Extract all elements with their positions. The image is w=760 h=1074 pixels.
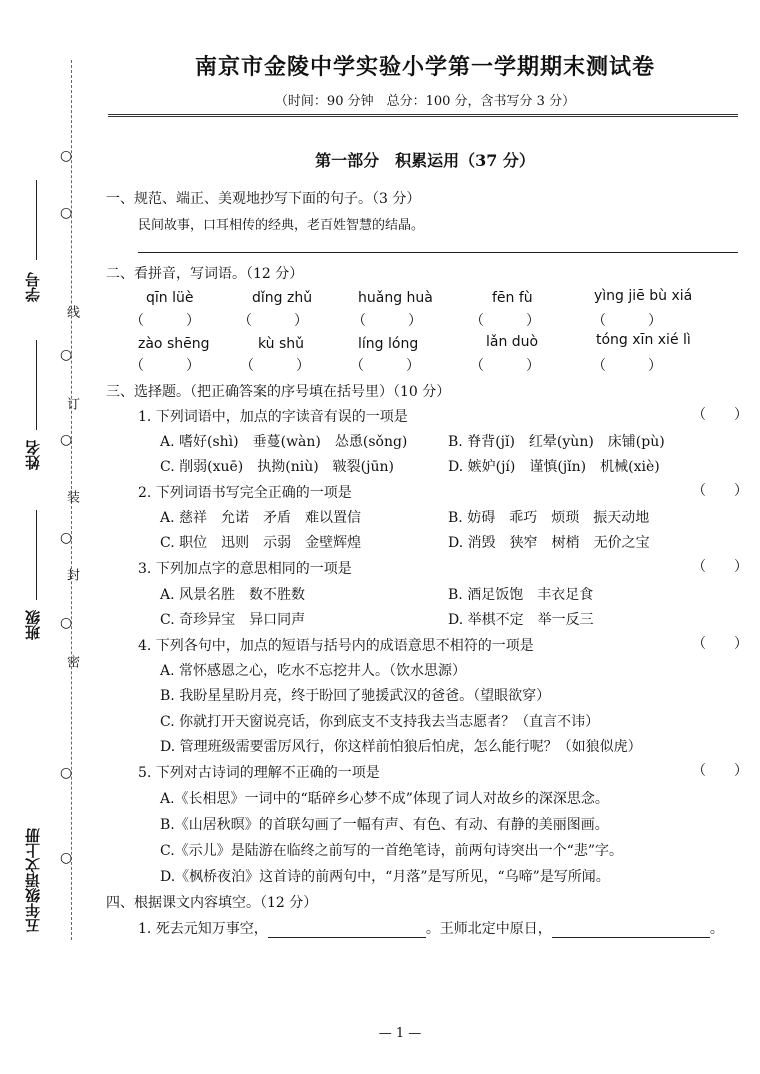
pinyin-9: lǎn duò: [486, 334, 539, 350]
copy-sentence: 民间故事，口耳相传的经典，老百姓智慧的结晶。: [138, 218, 425, 233]
q3-option-c: C. 奇珍异宝 异口同声: [160, 612, 306, 628]
seal-ding-char: 订: [64, 397, 79, 410]
seal-mi-char: 密: [64, 655, 79, 668]
q5-option-b: B.《山居秋暝》的首联勾画了一幅有声、有色、有动、有静的美丽图画。: [160, 817, 609, 833]
q1-stem: 1. 下列词语中，加点的字读音有误的一项是: [138, 409, 408, 425]
q4-option-d: D. 管理班级需要雷厉风行，你这样前怕狼后怕虎，怎么能行呢？（如狼似虎）: [160, 739, 642, 755]
q4-stem: 4. 下列各句中，加点的短语与括号内的成语意思不相符的一项是: [138, 638, 534, 654]
blank-answer-1[interactable]: [268, 923, 426, 938]
answer-box[interactable]: （ ）: [470, 358, 540, 374]
margin-circle: ○: [60, 148, 73, 164]
seal-zhuang-char: 装: [64, 490, 79, 503]
answer-box[interactable]: （ ）: [130, 358, 200, 374]
page-number: — 1 —: [378, 1026, 422, 1041]
q4-option-b: B. 我盼星星盼月亮，终于盼回了驰援武汉的爸爸。（望眼欲穿）: [160, 688, 551, 704]
q4-option-c: C. 你就打开天窗说亮话，你到底支不支持我去当志愿者？（直言不讳）: [160, 714, 600, 730]
q4-answer-box[interactable]: （ ）: [692, 636, 748, 652]
book-label: 五年级语文上册: [24, 828, 42, 933]
q2-option-c: C. 职位 迅则 示弱 金壁辉煌: [160, 535, 362, 551]
q2-option-a: A. 慈祥 允诺 矛盾 难以置信: [160, 510, 362, 526]
q3-answer-box[interactable]: （ ）: [692, 559, 748, 575]
blank-answer-2[interactable]: [552, 923, 710, 938]
section4-heading: 四、根据课文内容填空。（12 分）: [106, 895, 318, 911]
q4-option-a: A. 常怀感恩之心，吃水不忘挖井人。（饮水思源）: [160, 663, 467, 679]
answer-box[interactable]: （ ）: [470, 313, 540, 329]
exam-subtitle: （时间：90 分钟 总分：100 分，含书写分 3 分）: [274, 94, 576, 109]
q1-answer-box[interactable]: （ ）: [692, 407, 748, 423]
answer-box[interactable]: （ ）: [592, 358, 662, 374]
name-line: [36, 340, 37, 430]
q3-option-a: A. 风景名胜 数不胜数: [160, 587, 306, 603]
pinyin-3: huǎng huà: [358, 290, 433, 306]
seal-feng-char: 封: [64, 568, 79, 581]
q3-stem: 3. 下列加点字的意思相同的一项是: [138, 561, 352, 577]
part-title: 第一部分 积累运用（37 分）: [315, 151, 535, 170]
q2-option-d: D. 消毁 狭窄 树梢 无价之宝: [448, 535, 650, 551]
pinyin-10: tóng xīn xié lì: [596, 332, 691, 348]
fill-text-b: 。王师北定中原日，: [425, 921, 552, 937]
q1-option-b: B. 脊背(jǐ) 红晕(yùn) 床铺(pù): [448, 434, 665, 450]
answer-box[interactable]: （ ）: [352, 313, 422, 329]
answer-box[interactable]: （ ）: [350, 358, 420, 374]
q5-option-a: A.《长相思》一词中的“聒碎乡心梦不成”体现了词人对故乡的深深思念。: [160, 791, 609, 807]
margin-circle: ○: [60, 765, 73, 781]
class-line: [36, 510, 37, 600]
q2-stem: 2. 下列词语书写完全正确的一项是: [138, 485, 352, 501]
q5-option-d: D.《枫桥夜泊》这首诗的前两句中，“月落”是写所见，“乌啼”是写所闻。: [160, 869, 610, 885]
writing-line[interactable]: [138, 252, 738, 253]
fill-text-c: 。: [709, 921, 724, 937]
student-number-line: [36, 180, 37, 260]
q1-option-a: A. 嗜好(shì) 垂蔓(wàn) 怂恿(sǒng): [160, 434, 408, 450]
q3-option-d: D. 举棋不定 举一反三: [448, 612, 594, 628]
margin-circle: ○: [60, 432, 73, 448]
q5-answer-box[interactable]: （ ）: [692, 763, 748, 779]
answer-box[interactable]: （ ）: [238, 313, 308, 329]
margin-circle: ○: [60, 530, 73, 546]
pinyin-7: kù shǔ: [258, 336, 305, 352]
seal-line-char: 线: [64, 305, 79, 318]
pinyin-6: zào shēng: [138, 336, 210, 352]
header-divider: [108, 114, 738, 125]
pinyin-4: fēn fù: [492, 290, 533, 306]
fill-blank-1: [138, 918, 724, 938]
q1-option-d: D. 嫉妒(jí) 谨慎(jǐn) 机械(xiè): [448, 459, 660, 475]
margin-circle: ○: [60, 615, 73, 631]
q2-option-b: B. 妨碍 乖巧 烦琐 振天动地: [448, 510, 650, 526]
margin-circle: ○: [60, 347, 73, 363]
section2-heading: 二、看拼音，写词语。（12 分）: [106, 266, 304, 282]
fill-text-a: 1. 死去元知万事空，: [138, 921, 268, 937]
student-number-label: 学号: [24, 272, 42, 302]
name-label: 姓名: [24, 440, 42, 470]
q5-option-c: C.《示儿》是陆游在临终之前写的一首绝笔诗，前两句诗突出一个“悲”字。: [160, 843, 623, 859]
exam-title: 南京市金陵中学实验小学第一学期期末测试卷: [194, 54, 655, 80]
pinyin-8: líng lóng: [358, 336, 419, 352]
section1-heading: 一、规范、端正、美观地抄写下面的句子。（3 分）: [106, 191, 421, 207]
class-label: 班级: [24, 610, 42, 640]
answer-box[interactable]: （ ）: [240, 358, 310, 374]
pinyin-1: qīn lüè: [146, 290, 194, 306]
margin-circle: ○: [60, 205, 73, 221]
pinyin-2: dǐng zhǔ: [252, 290, 313, 306]
answer-box[interactable]: （ ）: [130, 313, 200, 329]
q1-option-c: C. 削弱(xuē) 执拗(niù) 皲裂(jūn): [160, 459, 394, 475]
q3-option-b: B. 酒足饭饱 丰衣足食: [448, 587, 594, 603]
pinyin-5: yìng jiē bù xiá: [594, 288, 693, 304]
section3-heading: 三、选择题。（把正确答案的序号填在括号里）（10 分）: [106, 384, 451, 400]
margin-circle: ○: [60, 850, 73, 866]
q2-answer-box[interactable]: （ ）: [692, 483, 748, 499]
answer-box[interactable]: （ ）: [592, 313, 662, 329]
q5-stem: 5. 下列对古诗词的理解不正确的一项是: [138, 765, 380, 781]
